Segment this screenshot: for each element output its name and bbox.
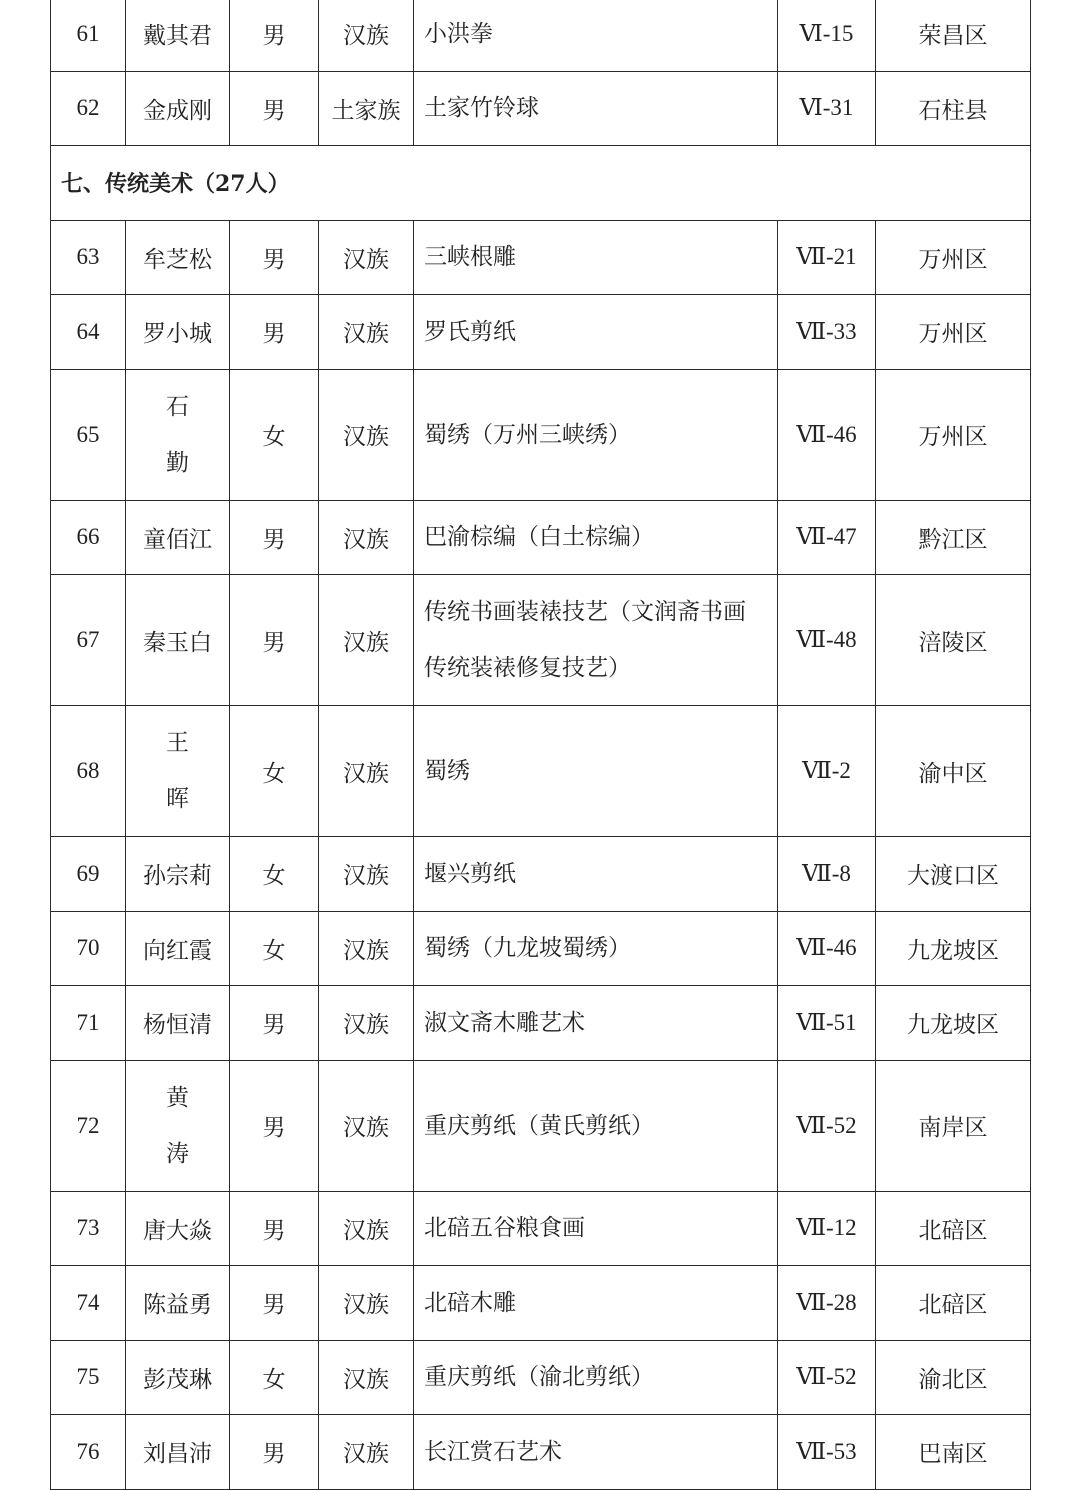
row-number: 62: [51, 71, 126, 146]
row-number: 68: [51, 706, 126, 837]
gender-cell: 男: [230, 0, 319, 71]
district-cell: 南岸区: [876, 1060, 1031, 1191]
section-row: [51, 146, 1031, 221]
gender-cell: 男: [230, 986, 319, 1061]
table-row: [51, 986, 1031, 1061]
project-cell: 三峡根雕: [414, 220, 778, 295]
district-cell: 黔江区: [876, 500, 1031, 575]
table-row: [51, 0, 1031, 71]
gender-cell: 男: [230, 1266, 319, 1341]
district-cell: 万州区: [876, 295, 1031, 370]
district-cell: 巴南区: [876, 1415, 1031, 1490]
ethnicity-cell: 汉族: [319, 837, 414, 912]
name-cell: 彭茂琳: [126, 1340, 230, 1415]
section-title: 七、传统美术（27人）: [51, 146, 1031, 221]
name-cell: [126, 369, 230, 500]
project-code-cell: Ⅶ-52: [778, 1060, 876, 1191]
row-number: 65: [51, 369, 126, 500]
project-code-cell: Ⅶ-46: [778, 369, 876, 500]
ethnicity-cell: 汉族: [319, 1191, 414, 1266]
ethnicity-cell: 汉族: [319, 1340, 414, 1415]
project-code-cell: Ⅶ-33: [778, 295, 876, 370]
district-cell: 万州区: [876, 369, 1031, 500]
project-cell: 蜀绣（万州三峡绣）: [414, 369, 778, 500]
name-cell: 唐大焱: [126, 1191, 230, 1266]
project-line: 传统装裱修复技艺）: [424, 655, 631, 681]
row-number: 63: [51, 220, 126, 295]
table-row: [51, 1266, 1031, 1341]
name-cell: 向红霞: [126, 911, 230, 986]
project-code-cell: Ⅶ-21: [778, 220, 876, 295]
table-row: [51, 1191, 1031, 1266]
name-cell: 孙宗莉: [126, 837, 230, 912]
table-row: [51, 369, 1031, 500]
row-number: 67: [51, 575, 126, 706]
name-char: 石: [166, 393, 189, 420]
name-cell: 金成刚: [126, 71, 230, 146]
gender-cell: 男: [230, 1191, 319, 1266]
row-number: 73: [51, 1191, 126, 1266]
ethnicity-cell: 汉族: [319, 220, 414, 295]
row-number: 61: [51, 0, 126, 71]
row-number: 69: [51, 837, 126, 912]
gender-cell: 男: [230, 220, 319, 295]
ethnicity-cell: 汉族: [319, 1266, 414, 1341]
name-cell: [126, 706, 230, 837]
district-cell: 大渡口区: [876, 837, 1031, 912]
ethnicity-cell: 汉族: [319, 369, 414, 500]
name-cell: 秦玉白: [126, 575, 230, 706]
table-row: [51, 575, 1031, 706]
name-char: 勤: [166, 449, 189, 476]
district-cell: 涪陵区: [876, 575, 1031, 706]
name-cell: 戴其君: [126, 0, 230, 71]
project-cell: 长江赏石艺术: [414, 1415, 778, 1490]
name-cell: 杨恒清: [126, 986, 230, 1061]
ethnicity-cell: 汉族: [319, 575, 414, 706]
ethnicity-cell: 汉族: [319, 706, 414, 837]
project-cell: 蜀绣（九龙坡蜀绣）: [414, 911, 778, 986]
row-number: 70: [51, 911, 126, 986]
project-line: 传统书画装裱技艺（文润斋书画: [424, 599, 746, 625]
gender-cell: 男: [230, 575, 319, 706]
gender-cell: 女: [230, 706, 319, 837]
name-char: 黄: [166, 1084, 189, 1111]
table-row: [51, 500, 1031, 575]
row-number: 72: [51, 1060, 126, 1191]
project-cell: 巴渝棕编（白土棕编）: [414, 500, 778, 575]
gender-cell: 女: [230, 911, 319, 986]
project-cell: 北碚木雕: [414, 1266, 778, 1341]
table-row: [51, 1340, 1031, 1415]
district-cell: 石柱县: [876, 71, 1031, 146]
gender-cell: 女: [230, 369, 319, 500]
ethnicity-cell: 汉族: [319, 295, 414, 370]
row-number: 76: [51, 1415, 126, 1490]
project-code-cell: Ⅶ-53: [778, 1415, 876, 1490]
district-cell: 九龙坡区: [876, 911, 1031, 986]
project-code-cell: Ⅶ-12: [778, 1191, 876, 1266]
table-body: [51, 0, 1031, 1489]
row-number: 64: [51, 295, 126, 370]
table-row: [51, 71, 1031, 146]
table-row: [51, 911, 1031, 986]
district-cell: 万州区: [876, 220, 1031, 295]
table-row: [51, 706, 1031, 837]
project-code-cell: Ⅶ-51: [778, 986, 876, 1061]
inheritors-table: [50, 0, 1031, 1490]
project-code-cell: Ⅶ-8: [778, 837, 876, 912]
project-cell: 重庆剪纸（渝北剪纸）: [414, 1340, 778, 1415]
row-number: 66: [51, 500, 126, 575]
ethnicity-cell: 土家族: [319, 71, 414, 146]
project-code-cell: Ⅶ-46: [778, 911, 876, 986]
name-char: 涛: [166, 1140, 189, 1167]
district-cell: 北碚区: [876, 1191, 1031, 1266]
row-number: 71: [51, 986, 126, 1061]
ethnicity-cell: 汉族: [319, 0, 414, 71]
project-code-cell: Ⅵ-31: [778, 71, 876, 146]
table-row: [51, 1060, 1031, 1191]
gender-cell: 男: [230, 71, 319, 146]
ethnicity-cell: 汉族: [319, 986, 414, 1061]
gender-cell: 女: [230, 837, 319, 912]
project-code-cell: Ⅵ-15: [778, 0, 876, 71]
gender-cell: 男: [230, 500, 319, 575]
name-char: 晖: [166, 786, 189, 812]
project-code-cell: Ⅶ-47: [778, 500, 876, 575]
gender-cell: 男: [230, 1060, 319, 1191]
project-cell: [414, 575, 778, 706]
gender-cell: 女: [230, 1340, 319, 1415]
project-code-cell: Ⅶ-28: [778, 1266, 876, 1341]
project-cell: 北碚五谷粮食画: [414, 1191, 778, 1266]
name-cell: 牟芝松: [126, 220, 230, 295]
table-row: [51, 1415, 1031, 1490]
ethnicity-cell: 汉族: [319, 1060, 414, 1191]
table-row: [51, 837, 1031, 912]
project-cell: 重庆剪纸（黄氏剪纸）: [414, 1060, 778, 1191]
gender-cell: 男: [230, 1415, 319, 1490]
project-cell: 罗氏剪纸: [414, 295, 778, 370]
ethnicity-cell: 汉族: [319, 911, 414, 986]
project-cell: 淑文斋木雕艺术: [414, 986, 778, 1061]
district-cell: 荣昌区: [876, 0, 1031, 71]
project-cell: 堰兴剪纸: [414, 837, 778, 912]
district-cell: 九龙坡区: [876, 986, 1031, 1061]
name-cell: 刘昌沛: [126, 1415, 230, 1490]
ethnicity-cell: 汉族: [319, 500, 414, 575]
project-cell: 蜀绣: [414, 706, 778, 837]
table-row: [51, 220, 1031, 295]
name-cell: 陈益勇: [126, 1266, 230, 1341]
name-cell: 罗小城: [126, 295, 230, 370]
gender-cell: 男: [230, 295, 319, 370]
ethnicity-cell: 汉族: [319, 1415, 414, 1490]
row-number: 74: [51, 1266, 126, 1341]
project-cell: 小洪拳: [414, 0, 778, 71]
table-row: [51, 295, 1031, 370]
project-code-cell: Ⅶ-48: [778, 575, 876, 706]
district-cell: 渝北区: [876, 1340, 1031, 1415]
district-cell: 北碚区: [876, 1266, 1031, 1341]
project-code-cell: Ⅶ-2: [778, 706, 876, 837]
name-char: 王: [166, 730, 189, 756]
name-cell: 童佰江: [126, 500, 230, 575]
project-cell: 土家竹铃球: [414, 71, 778, 146]
project-code-cell: Ⅶ-52: [778, 1340, 876, 1415]
name-cell: [126, 1060, 230, 1191]
row-number: 75: [51, 1340, 126, 1415]
district-cell: 渝中区: [876, 706, 1031, 837]
